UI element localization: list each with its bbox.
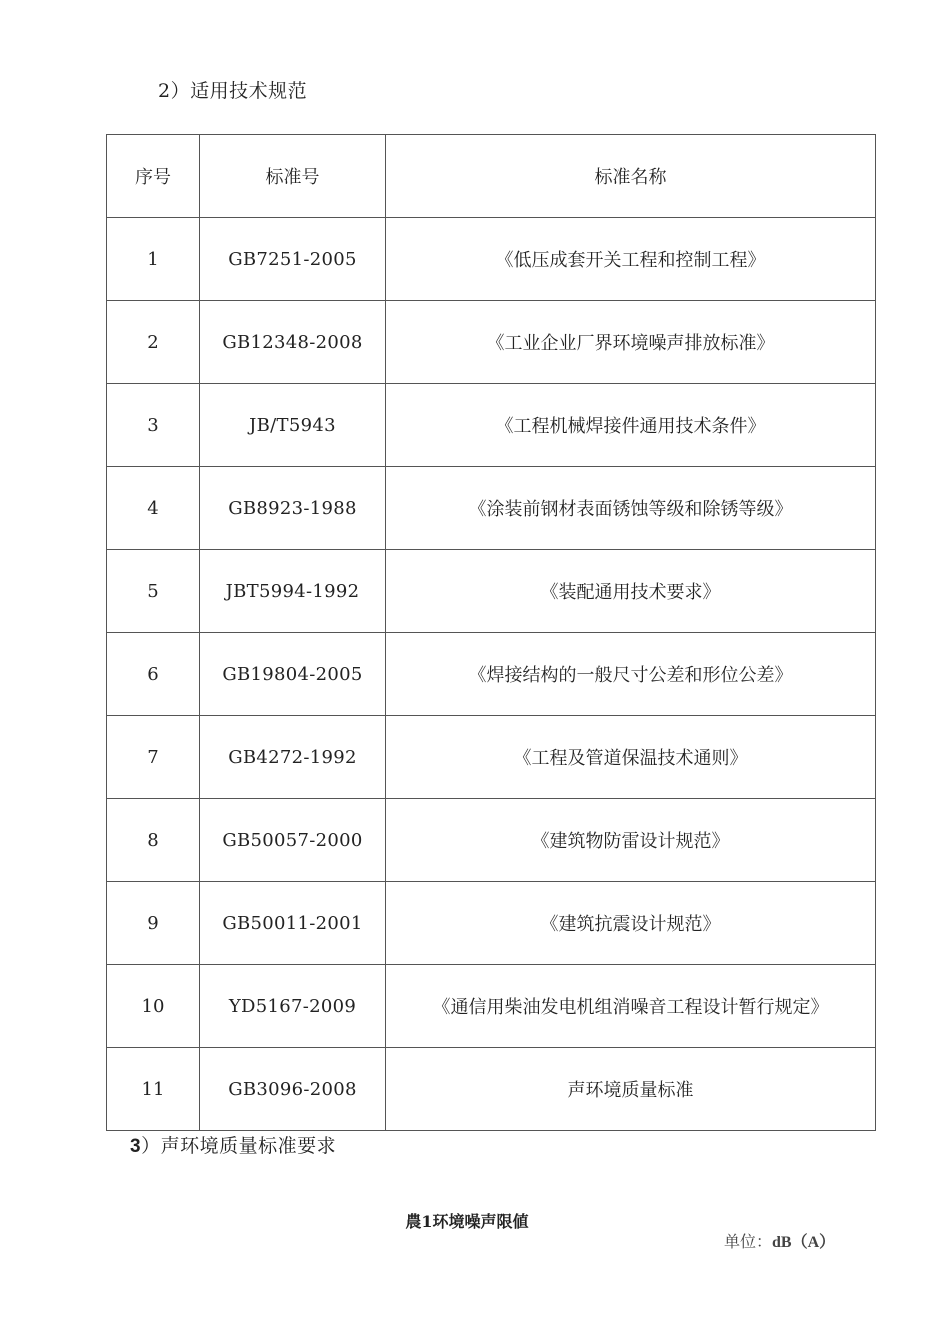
table-row (107, 384, 876, 467)
table-row (107, 218, 876, 301)
table-row (107, 1048, 876, 1131)
row-name: 声环境质量标准 (386, 1048, 876, 1131)
row-code: JBT5994-1992 (200, 550, 386, 633)
row-code: GB4272-1992 (200, 716, 386, 799)
table-row (107, 799, 876, 882)
row-name: 《低压成套开关工程和控制工程》 (386, 218, 876, 301)
row-name: 《建筑抗震设计规范》 (386, 882, 876, 965)
row-code: YD5167-2009 (200, 965, 386, 1048)
section-3-title (130, 1131, 336, 1158)
row-name: 《工程及管道保温技术通则》 (386, 716, 876, 799)
row-name: 《工业企业厂界环境噪声排放标准》 (386, 301, 876, 384)
row-code: GB19804-2005 (200, 633, 386, 716)
section-3-text: ）声环境质量标准要求 (141, 1135, 337, 1157)
table-row (107, 467, 876, 550)
row-no: 7 (107, 716, 200, 799)
row-name: 《建筑物防雷设计规范》 (386, 799, 876, 882)
row-code: GB12348-2008 (200, 301, 386, 384)
row-no: 3 (107, 384, 200, 467)
row-no: 10 (107, 965, 200, 1048)
row-no: 5 (107, 550, 200, 633)
table-row (107, 301, 876, 384)
table-row (107, 882, 876, 965)
table-row (107, 550, 876, 633)
row-code: JB/T5943 (200, 384, 386, 467)
unit-label: 单位： (724, 1232, 773, 1251)
row-code: GB7251-2005 (200, 218, 386, 301)
row-code: GB50011-2001 (200, 882, 386, 965)
row-name: 《焊接结构的一般尺寸公差和形位公差》 (386, 633, 876, 716)
row-no: 1 (107, 218, 200, 301)
row-no: 9 (107, 882, 200, 965)
table-caption: 農1环境噪声限値 (405, 1212, 529, 1231)
row-name: 《通信用柴油发电机组消噪音工程设计暂行规定》 (386, 965, 876, 1048)
table-row (107, 633, 876, 716)
row-no: 11 (107, 1048, 200, 1131)
standards-table (106, 134, 876, 1131)
section-2-title: 2）适用技术规范 (158, 80, 308, 102)
row-no: 4 (107, 467, 200, 550)
header-code: 标准号 (200, 135, 386, 218)
unit-value: dB（A） (772, 1234, 836, 1251)
row-no: 2 (107, 301, 200, 384)
row-code: GB3096-2008 (200, 1048, 386, 1131)
row-code: GB8923-1988 (200, 467, 386, 550)
row-no: 6 (107, 633, 200, 716)
unit-note (724, 1229, 835, 1252)
row-code: GB50057-2000 (200, 799, 386, 882)
row-name: 《装配通用技术要求》 (386, 550, 876, 633)
section-3-number: 3 (130, 1136, 142, 1157)
table-row (107, 716, 876, 799)
table-header-row (107, 135, 876, 218)
row-name: 《涂装前钢材表面锈蚀等级和除锈等级》 (386, 467, 876, 550)
table-row (107, 965, 876, 1048)
header-name: 标准名称 (386, 135, 876, 218)
header-no: 序号 (107, 135, 200, 218)
row-name: 《工程机械焊接件通用技术条件》 (386, 384, 876, 467)
row-no: 8 (107, 799, 200, 882)
